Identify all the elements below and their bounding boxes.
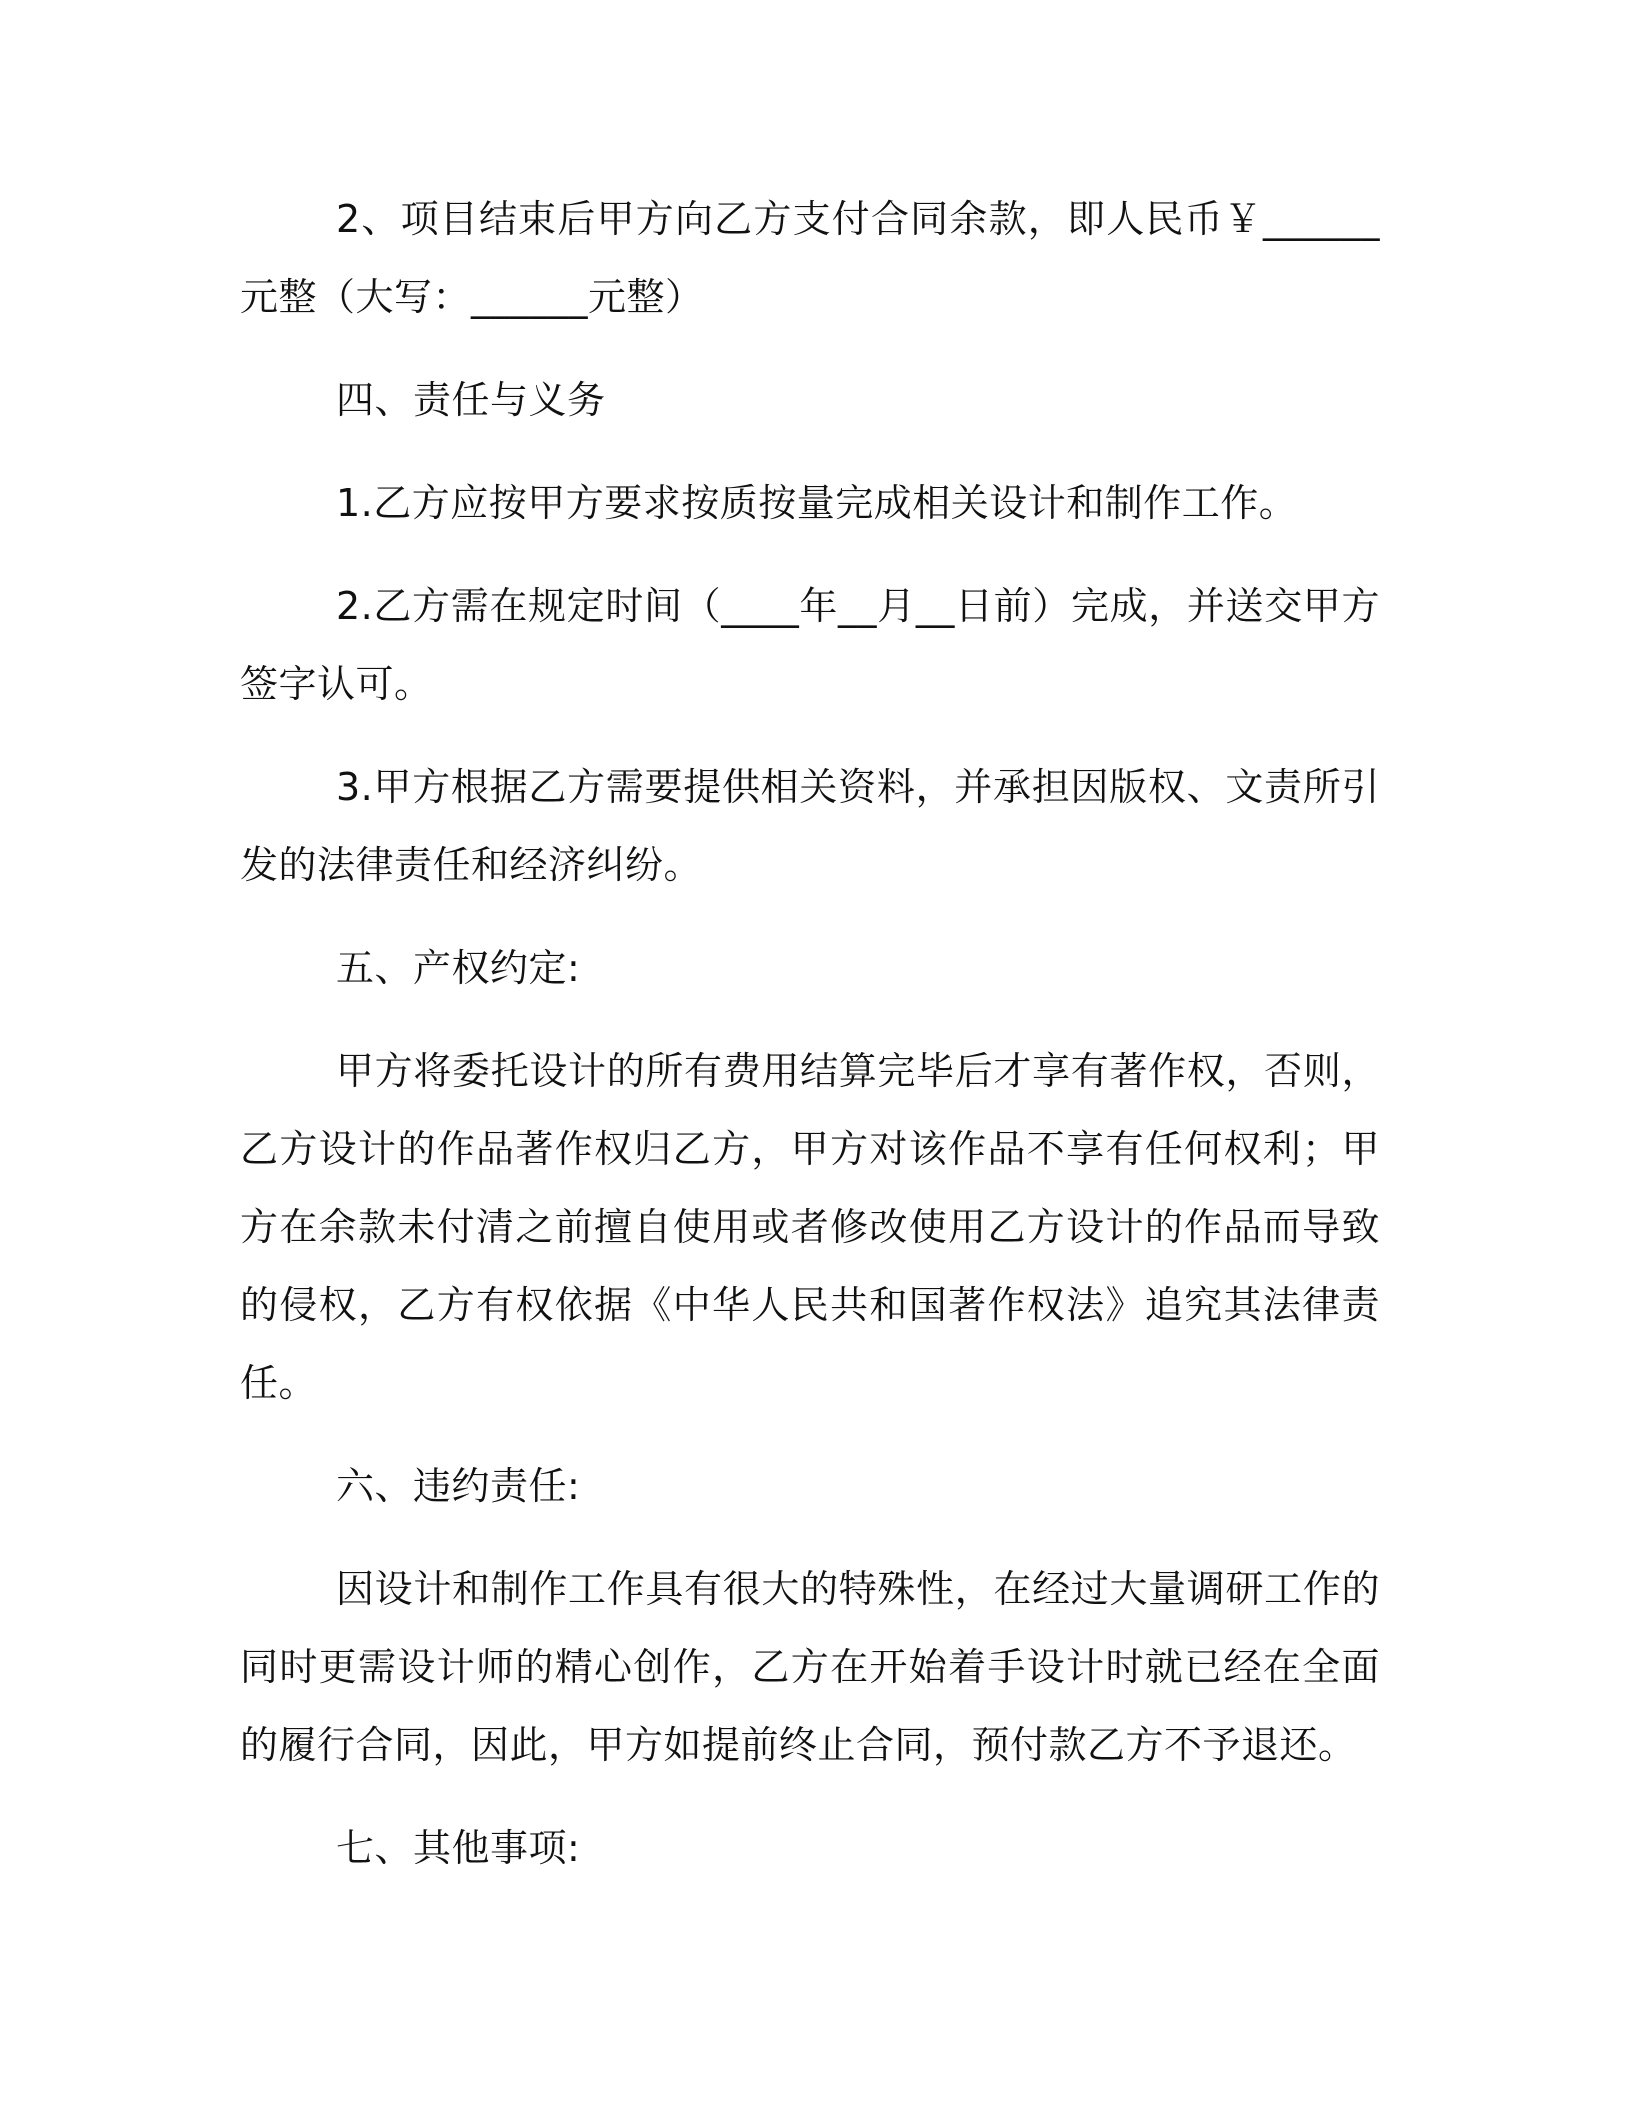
paragraph-clause-2: 2.乙方需在规定时间（____年__月__日前）完成，并送交甲方签字认可。 <box>240 584 1380 706</box>
document-body <box>240 180 1380 1887</box>
section-heading-responsibilities: 四、责任与义务 <box>336 378 606 422</box>
paragraph-final-payment: 2、项目结束后甲方向乙方支付合同余款，即人民币￥______元整（大写：______元整） <box>240 197 1380 319</box>
section-heading-breach: 六、违约责任: <box>336 1464 581 1508</box>
paragraph-property-rights: 甲方将委托设计的所有费用结算完毕后才享有著作权，否则，乙方设计的作品著作权归乙方，甲方对该作品不享有任何权利；甲方在余款未付清之前擅自使用或者修改使用乙方设计的作品而导致的侵权，乙方有权依据《中华人民共和国著作权法》追究其法律责任。 <box>240 1049 1380 1405</box>
section-heading-property-rights: 五、产权约定: <box>336 946 581 990</box>
section-heading-other-matters: 七、其他事项: <box>336 1826 581 1870</box>
paragraph-clause-3: 3.甲方根据乙方需要提供相关资料，并承担因版权、文责所引发的法律责任和经济纠纷。 <box>240 765 1380 887</box>
paragraph-breach: 因设计和制作工作具有很大的特殊性，在经过大量调研工作的同时更需设计师的精心创作，乙方在开始着手设计时就已经在全面的履行合同，因此，甲方如提前终止合同，预付款乙方不予退还。 <box>240 1567 1380 1767</box>
paragraph-clause-1: 1.乙方应按甲方要求按质按量完成相关设计和制作工作。 <box>336 481 1298 525</box>
